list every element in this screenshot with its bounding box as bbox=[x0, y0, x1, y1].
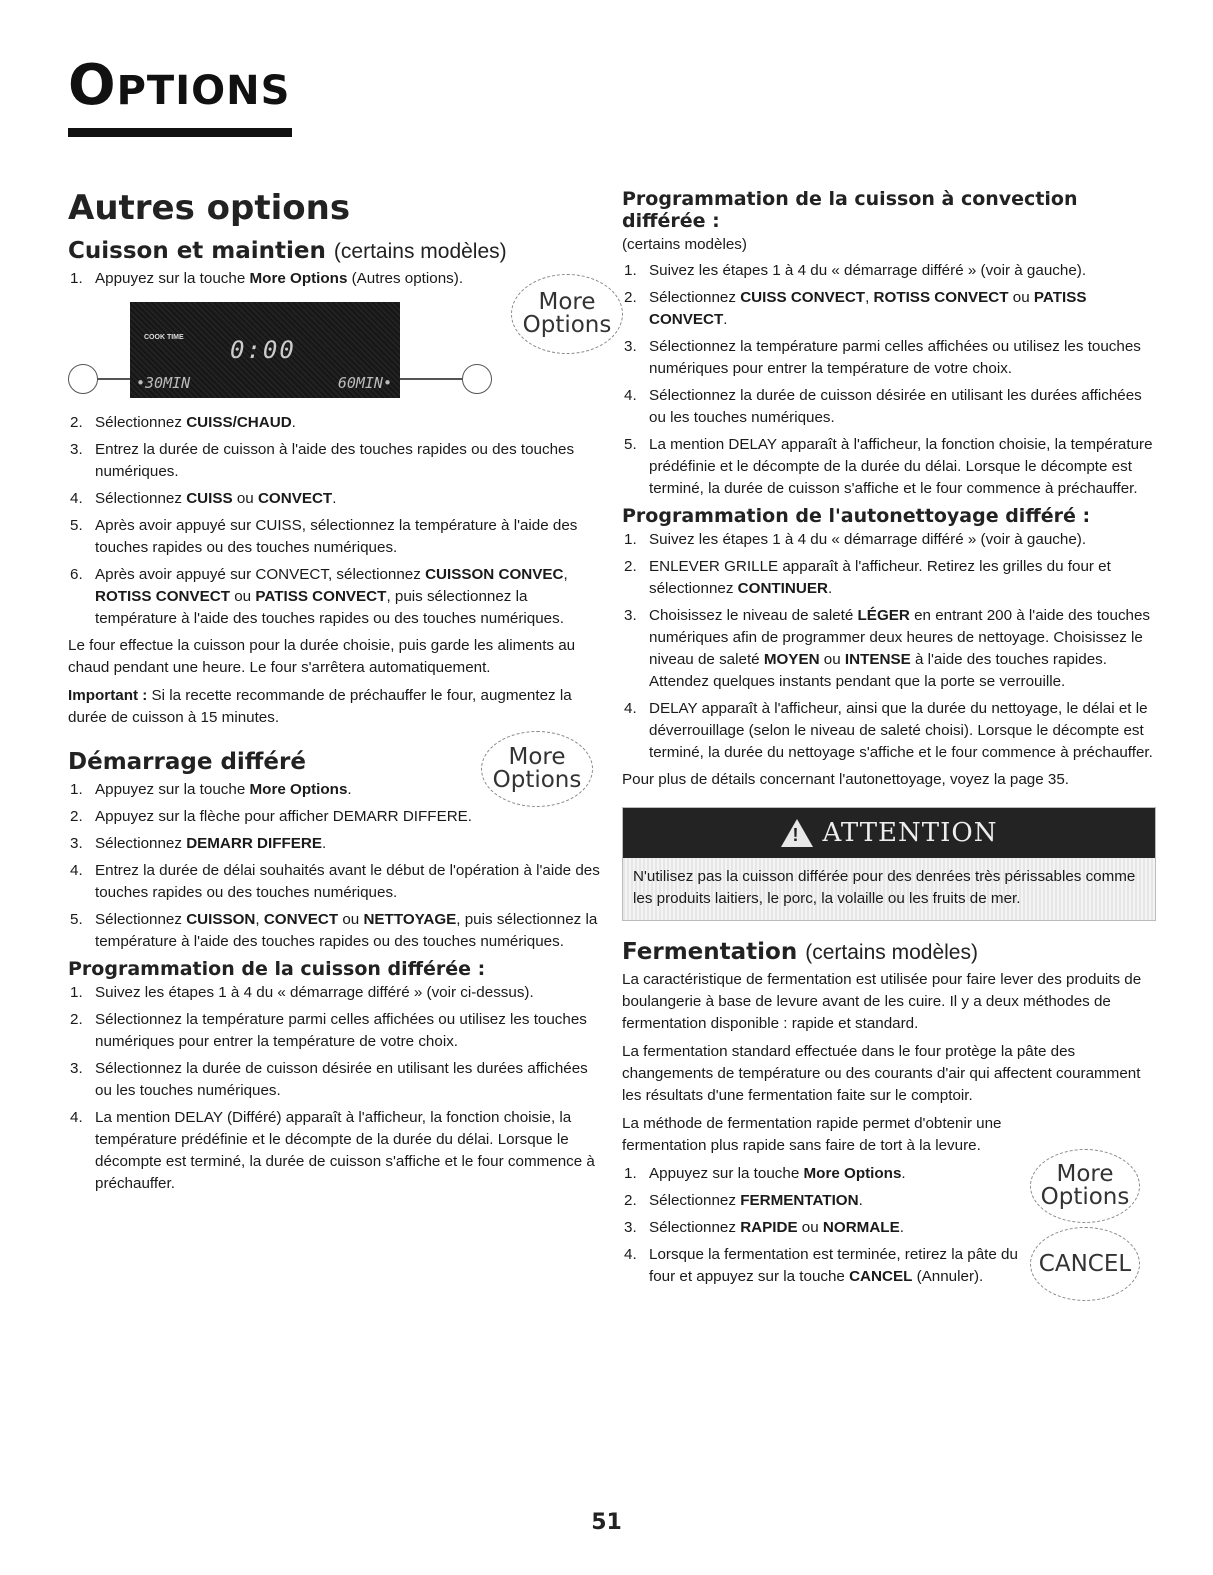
section-programmation-autonettoyage bbox=[622, 505, 1162, 791]
section-demarrage-differe bbox=[68, 744, 603, 953]
important-note: Important : Si la recette recommande de préchauffer le four, augmentez la durée de cuisson à 15 minutes. bbox=[68, 687, 572, 726]
section-fermentation bbox=[622, 939, 1162, 1288]
steps-list bbox=[622, 1163, 1022, 1288]
display-left-option: •30MIN bbox=[136, 374, 191, 392]
subsection-title: Programmation de la cuisson différée : bbox=[68, 958, 486, 980]
oven-display-illustration bbox=[68, 289, 612, 400]
step: 4. Lorsque la fermentation est terminée, retirez la pâte du four et appuyez sur la touche CANCEL (Annuler). bbox=[624, 1246, 1018, 1285]
subsection-title: Programmation de la cuisson à convection différée : bbox=[622, 188, 1078, 232]
step: 3. Choisissez le niveau de saleté LÉGER en entrant 200 à l'aide des touches numériques afin de programmer deux heures de nettoyage. Choisissez le niveau de saleté MOYEN ou INTENSE à l'aide des touches rapides. Attendez quelques instants pendant que la porte se verrouille. bbox=[624, 607, 1151, 690]
warning-triangle-icon: ! bbox=[781, 819, 813, 847]
steps-list bbox=[622, 529, 1162, 764]
page-title-rest: PTIONS bbox=[116, 68, 291, 114]
attention-header bbox=[623, 808, 1155, 858]
step: 1. Appuyez sur la touche More Options (Autres options). bbox=[70, 270, 464, 287]
page-title bbox=[68, 53, 291, 118]
step: 1. Suivez les étapes 1 à 4 du « démarrage différé » (voir à gauche). bbox=[624, 262, 1087, 279]
subtitle: (certains modèles) bbox=[622, 236, 747, 253]
step: 4. Sélectionnez CUISS ou CONVECT. bbox=[70, 490, 337, 507]
attention-title: ATTENTION bbox=[822, 818, 998, 848]
knob-left-icon bbox=[68, 364, 98, 394]
connector-line bbox=[97, 378, 131, 380]
page-number: 51 bbox=[591, 1510, 622, 1535]
step: 5. Après avoir appuyé sur CUISS, sélectionnez la température à l'aide des touches rapides ou des touches numériques. bbox=[70, 517, 578, 556]
step: 2. Sélectionnez CUISS/CHAUD. bbox=[70, 414, 296, 431]
more-options-button-icon: More Options bbox=[511, 274, 623, 354]
paragraph: Pour plus de détails concernant l'autonettoyage, voyez la page 35. bbox=[622, 771, 1070, 788]
page-title-initial: O bbox=[68, 53, 117, 118]
section-programmation-convection bbox=[622, 188, 1162, 500]
step: 6. Après avoir appuyé sur CONVECT, sélectionnez CUISSON CONVEC, ROTISS CONVECT ou PATISS CONVECT, puis sélectionnez la température à l'aide des touches rapides ou des touches numériques. bbox=[70, 566, 568, 627]
section-title: Cuisson et maintien (certains modèles) bbox=[68, 238, 507, 264]
attention-box bbox=[622, 807, 1156, 921]
step: 1. Appuyez sur la touche More Options. bbox=[70, 781, 352, 798]
step: 2. ENLEVER GRILLE apparaît à l'afficheur. Retirez les grilles du four et sélectionnez CONTINUER. bbox=[624, 558, 1111, 597]
steps-list bbox=[68, 268, 603, 290]
subsection-title: Programmation de l'autonettoyage différé : bbox=[622, 505, 1091, 527]
section-title: Démarrage différé bbox=[68, 749, 306, 775]
steps-list bbox=[68, 982, 603, 1195]
paragraph: La caractéristique de fermentation est utilisée pour faire lever des produits de boulangerie à base de levure avant de les cuire. Il y a deux méthodes de fermentation disponible : rapide et standard. bbox=[622, 971, 1142, 1032]
step: 3. Sélectionnez la durée de cuisson désirée en utilisant les durées affichées ou les touches numériques. bbox=[70, 1060, 588, 1099]
step: 4. La mention DELAY (Différé) apparaît à l'afficheur, la fonction choisie, la température prédéfinie et le décompte de la durée du délai. Lorsque le décompte est terminé, la durée de cuisson s'affiche et le four commence à préchauffer. bbox=[70, 1109, 595, 1192]
section-programmation-cuisson bbox=[68, 958, 603, 1195]
main-title: Autres options bbox=[68, 188, 351, 228]
right-column bbox=[622, 188, 1162, 1293]
step: 5. Sélectionnez CUISSON, CONVECT ou NETTOYAGE, puis sélectionnez la température à l'aide des touches rapides ou des touches numériques. bbox=[70, 911, 598, 950]
paragraph: La méthode de fermentation rapide permet d'obtenir une fermentation plus rapide sans faire de tort à la levure. bbox=[622, 1115, 1002, 1154]
section-cuisson-maintien bbox=[68, 238, 612, 729]
attention-text: N'utilisez pas la cuisson différée pour des denrées très périssables comme les produits laitiers, le porc, la volaille ou les fruits de mer. bbox=[633, 868, 1136, 907]
step: 4. Entrez la durée de délai souhaités avant le début de l'opération à l'aide des touches rapides ou des touches numériques. bbox=[70, 862, 600, 901]
display-right-option: 60MIN• bbox=[337, 374, 392, 392]
display-time: 0:00 bbox=[230, 336, 296, 364]
title-rule bbox=[68, 128, 292, 137]
step: 3. Entrez la durée de cuisson à l'aide des touches rapides ou des touches numériques. bbox=[70, 441, 575, 480]
connector-line bbox=[400, 378, 462, 380]
oven-display bbox=[130, 302, 400, 398]
step: 5. La mention DELAY apparaît à l'afficheur, la fonction choisie, la température prédéfinie et le décompte de la durée du délai. Lorsque le décompte est terminé, la durée de cuisson s'affiche et le four commence à préchauffer. bbox=[624, 436, 1153, 497]
step: 1. Suivez les étapes 1 à 4 du « démarrage différé » (voir ci-dessus). bbox=[70, 984, 534, 1001]
step: 4. Sélectionnez la durée de cuisson désirée en utilisant les durées affichées ou les touches numériques. bbox=[624, 387, 1142, 426]
step: 2. Sélectionnez la température parmi celles affichées ou utilisez les touches numériques pour entrer la température de votre choix. bbox=[70, 1011, 587, 1050]
paragraph: La fermentation standard effectuée dans le four protège la pâte des changements de température ou des courants d'air qui affectent couramment les résultats d'une fermentation faite sur le comptoir. bbox=[622, 1043, 1141, 1104]
step: 2. Appuyez sur la flèche pour afficher DEMARR DIFFERE. bbox=[70, 808, 473, 825]
knob-right-icon bbox=[462, 364, 492, 394]
step: 4. DELAY apparaît à l'afficheur, ainsi que la durée du nettoyage, le délai et le déverrouillage (selon le niveau de saleté choisi). Lorsque le décompte est terminé, la durée du nettoyage s'affiche et le four commence à préchauffer. bbox=[624, 700, 1153, 761]
step: 3. Sélectionnez RAPIDE ou NORMALE. bbox=[624, 1219, 904, 1236]
cancel-button-icon: CANCEL bbox=[1030, 1227, 1140, 1301]
display-label: COOK TIME bbox=[144, 334, 184, 341]
steps-list bbox=[68, 779, 603, 953]
step: 1. Appuyez sur la touche More Options. bbox=[624, 1165, 906, 1182]
paragraph: Le four effectue la cuisson pour la durée choisie, puis garde les aliments au chaud pendant une heure. Le four s'arrêtera automatiquement. bbox=[68, 637, 576, 676]
step: 3. Sélectionnez la température parmi celles affichées ou utilisez les touches numériques pour entrer la température de votre choix. bbox=[624, 338, 1141, 377]
step: 3. Sélectionnez DEMARR DIFFERE. bbox=[70, 835, 327, 852]
step: 2. Sélectionnez FERMENTATION. bbox=[624, 1192, 863, 1209]
section-title: Fermentation (certains modèles) bbox=[622, 939, 978, 965]
step: 2. Sélectionnez CUISS CONVECT, ROTISS CONVECT ou PATISS CONVECT. bbox=[624, 289, 1087, 328]
fermentation-steps bbox=[622, 1163, 1162, 1288]
more-options-button-icon: More Options bbox=[1030, 1149, 1140, 1223]
steps-list bbox=[622, 260, 1162, 500]
step: 1. Suivez les étapes 1 à 4 du « démarrage différé » (voir à gauche). bbox=[624, 531, 1087, 548]
more-options-button-icon: More Options bbox=[481, 731, 593, 807]
left-column bbox=[68, 188, 612, 1200]
steps-list bbox=[68, 412, 603, 630]
